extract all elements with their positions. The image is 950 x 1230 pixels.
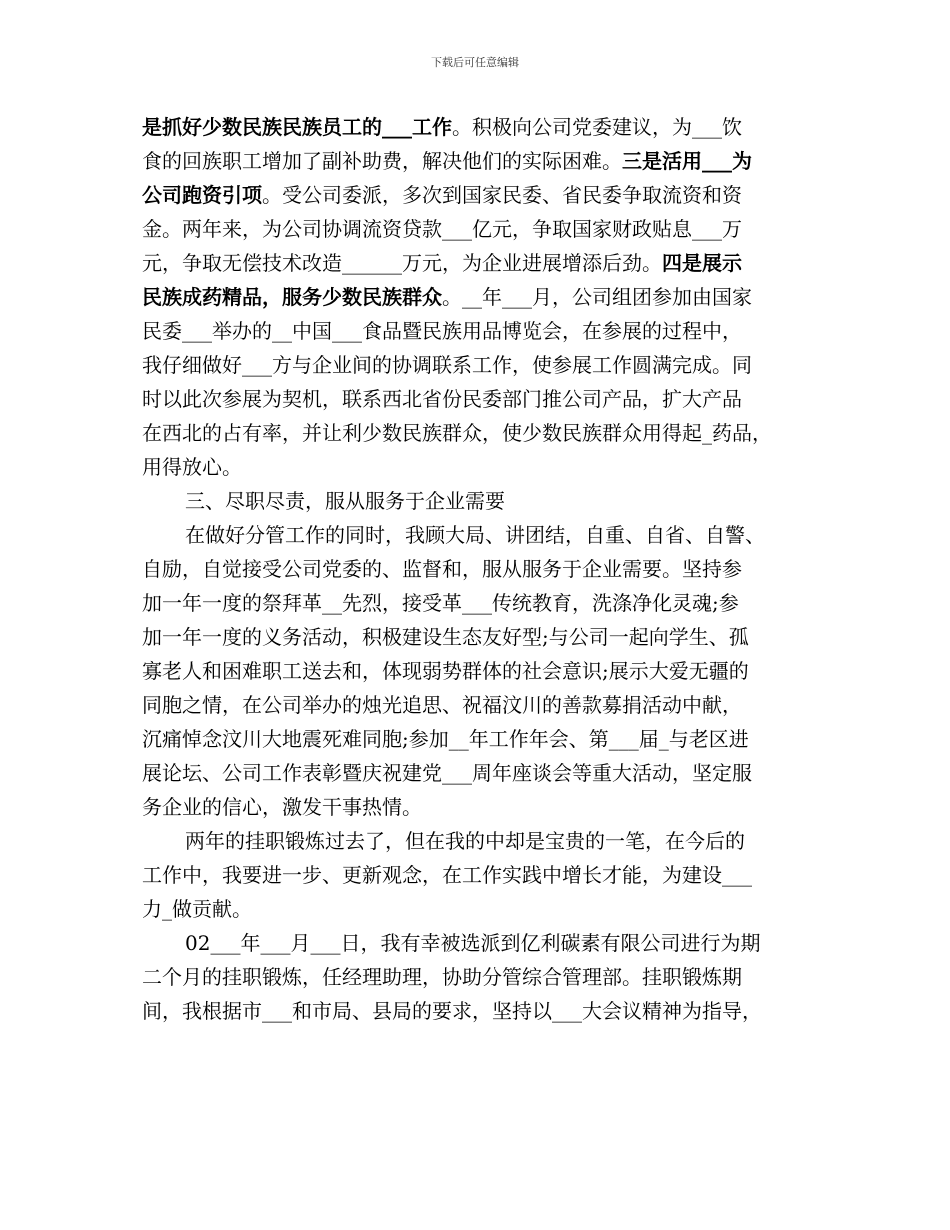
text-line: 力_做贡献。 [142, 897, 252, 921]
paragraph-3 [142, 824, 822, 926]
plain-text: 在西北的占有率，并让利少数民族群众，使少数民族群众用得起_药品， [142, 421, 772, 445]
text-line: 寡老人和困难职工送去和，体现弱势群体的社会意识;展示大爱无疆的 [142, 659, 749, 683]
text-line: 沉痛悼念汶川大地震死难同胞;参加__年工作年会、第___届_与老区进 [142, 727, 749, 751]
bold-text: 三是活用___为 [622, 149, 752, 173]
text-line [142, 212, 822, 246]
plain-text: 食的回族职工增加了副补助费，解决他们的实际困难。 [142, 149, 622, 173]
text-line: 自励，自觉接受公司党委的、监督和，服从服务于企业需要。坚持参 [142, 557, 742, 581]
heading-text: 三、尽职尽责，服从服务于企业需要 [185, 489, 505, 513]
text-line: 同胞之情，在公司举办的烛光追思、祝福汶川的善款募捐活动中献， [142, 693, 742, 717]
text-line [142, 178, 822, 212]
plain-text: 。受公司委派，多次到国家民委、省民委争取流资和资 [262, 183, 742, 207]
text-line: 02___年___月___日，我有幸被选派到亿利碳素有限公司进行为期 [185, 931, 761, 955]
paragraph-4 [142, 926, 822, 1028]
text-line [142, 246, 822, 280]
plain-text: 民委___举办的__中国___食品暨民族用品博览会，在参展的过程中， [142, 319, 742, 343]
text-line: 工作中，我要进一步、更新观念，在工作实践中增长才能，为建设___ [142, 863, 752, 887]
text-line [142, 348, 822, 382]
plain-text: 我仔细做好___方与企业间的协调联系工作，使参展工作圆满完成。同 [142, 353, 752, 377]
text-line [142, 416, 822, 450]
bold-text: 四是展示 [662, 251, 742, 275]
plain-text: 。__年___月，公司组团参加由国家 [442, 285, 752, 309]
bold-text: 民族成药精品，服务少数民族群众 [142, 285, 442, 309]
text-line: 加一年一度的祭拜革__先烈，接受革___传统教育，洗涤净化灵魂;参 [142, 591, 739, 615]
text-line [142, 280, 822, 314]
bold-text: 公司跑资引项 [142, 183, 262, 207]
text-line [142, 314, 822, 348]
paragraph-2 [142, 518, 822, 824]
page-header: 下载后可任意编辑 [431, 56, 519, 69]
document-body [142, 110, 822, 1028]
paragraph-1 [142, 110, 822, 484]
text-line [142, 382, 822, 416]
plain-text: 时以此次参展为契机，联系西北省份民委部门推公司产品，扩大产品 [142, 387, 742, 411]
plain-text: 金。两年来，为公司协调流资贷款___亿元，争取国家财政贴息___万 [142, 217, 742, 241]
text-line: 展论坛、公司工作表彰暨庆祝建党___周年座谈会等重大活动，坚定服 [142, 761, 752, 785]
section-heading [142, 484, 822, 518]
text-line: 加一年一度的义务活动，积极建设生态友好型;与公司一起向学生、孤 [142, 625, 749, 649]
text-line [142, 144, 822, 178]
plain-text: 元，争取无偿技术改造______万元，为企业进展增添后劲。 [142, 251, 662, 275]
plain-text: 用得放心。 [142, 455, 242, 479]
text-line [142, 450, 822, 484]
text-line: 两年的挂职锻炼过去了，但在我的中却是宝贵的一笔，在今后的 [185, 829, 745, 853]
text-line: 在做好分管工作的同时，我顾大局、讲团结，自重、自省、自警、 [185, 523, 765, 547]
text-line [142, 110, 822, 144]
text-line: 务企业的信心，激发干事热情。 [142, 795, 422, 819]
bold-text: 是抓好少数民族民族员工的___工作 [142, 115, 452, 139]
text-line: 间，我根据市___和市局、县局的要求，坚持以___大会议精神为指导， [142, 999, 762, 1023]
text-line: 二个月的挂职锻炼，任经理助理，协助分管综合管理部。挂职锻炼期 [142, 965, 742, 989]
plain-text: 。积极向公司党委建议，为___饮 [452, 115, 742, 139]
